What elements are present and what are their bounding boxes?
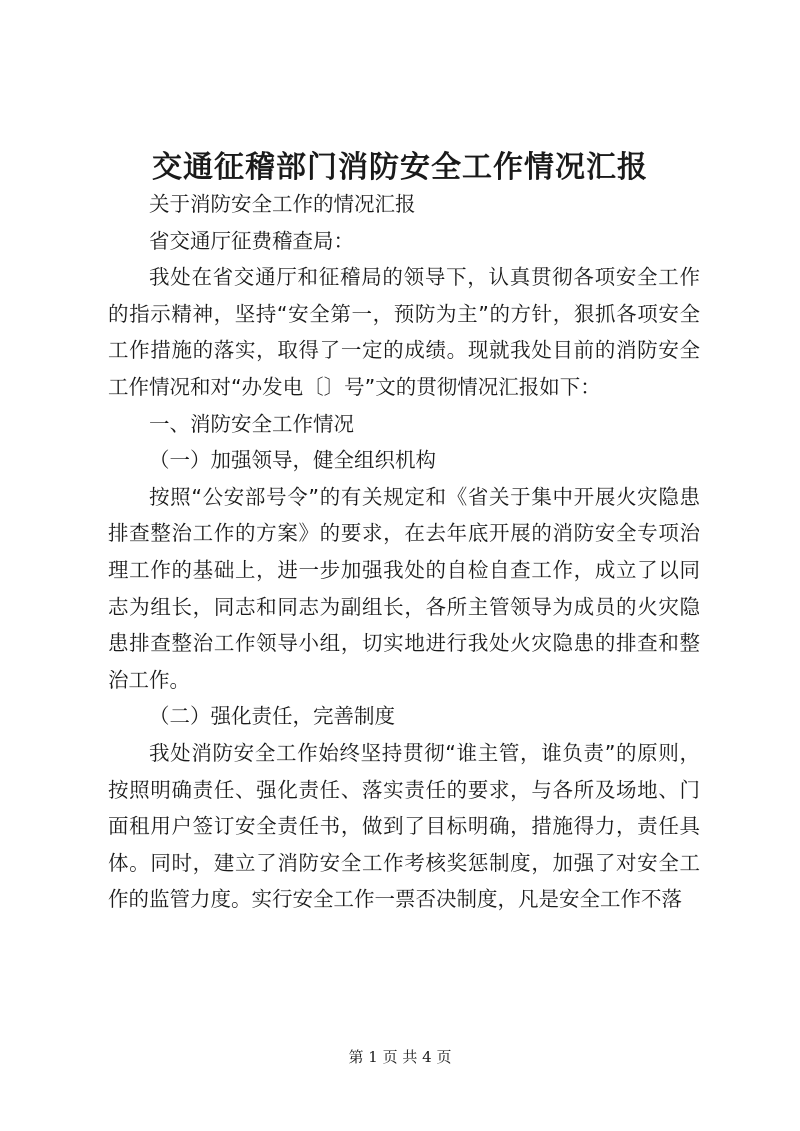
page-number-footer: 第 1 页 共 4 页 <box>348 1048 452 1066</box>
subsection-heading: （一）加强领导，健全组织机构 <box>149 448 436 473</box>
document-body <box>108 186 700 918</box>
body-paragraph: 我处消防安全工作始终坚持贯彻“谁主管，谁负责”的原则，按照明确责任、强化责任、落实责任的要求，与各所及场地、门面租用户签订安全责任书，做到了目标明确，措施得力，责任具体。同时，建立了消防安全工作考核奖惩制度，加强了对安全工作的监管力度。实行安全工作一票否决制度，凡是安全工作不落 <box>108 740 700 912</box>
intro-paragraph: 我处在省交通厅和征稽局的领导下，认真贯彻各项安全工作的指示精神，坚持“安全第一，预防为主”的方针，狠抓各项安全工作措施的落实，取得了一定的成绩。现就我处目前的消防安全工作情况和对“办发电〔〕号”文的贯彻情况汇报如下： <box>108 265 700 399</box>
body-paragraph: 按照“公安部号令”的有关规定和《省关于集中开展火灾隐患排查整治工作的方案》的要求，在去年底开展的消防安全专项治理工作的基础上，进一步加强我处的自检自查工作，成立了以同志为组长，同志和同志为副组长，各所主管领导为成员的火灾隐患排查整治工作领导小组，切实地进行我处火灾隐患的排查和整治工作。 <box>108 484 700 692</box>
subsection-heading: （二）强化责任，完善制度 <box>149 704 395 729</box>
section-heading: 一、消防安全工作情况 <box>149 411 354 436</box>
salutation-paragraph: 省交通厅征费稽查局： <box>149 228 354 253</box>
subtitle-paragraph: 关于消防安全工作的情况汇报 <box>149 192 416 216</box>
document-title: 交通征稽部门消防安全工作情况汇报 <box>152 150 648 185</box>
